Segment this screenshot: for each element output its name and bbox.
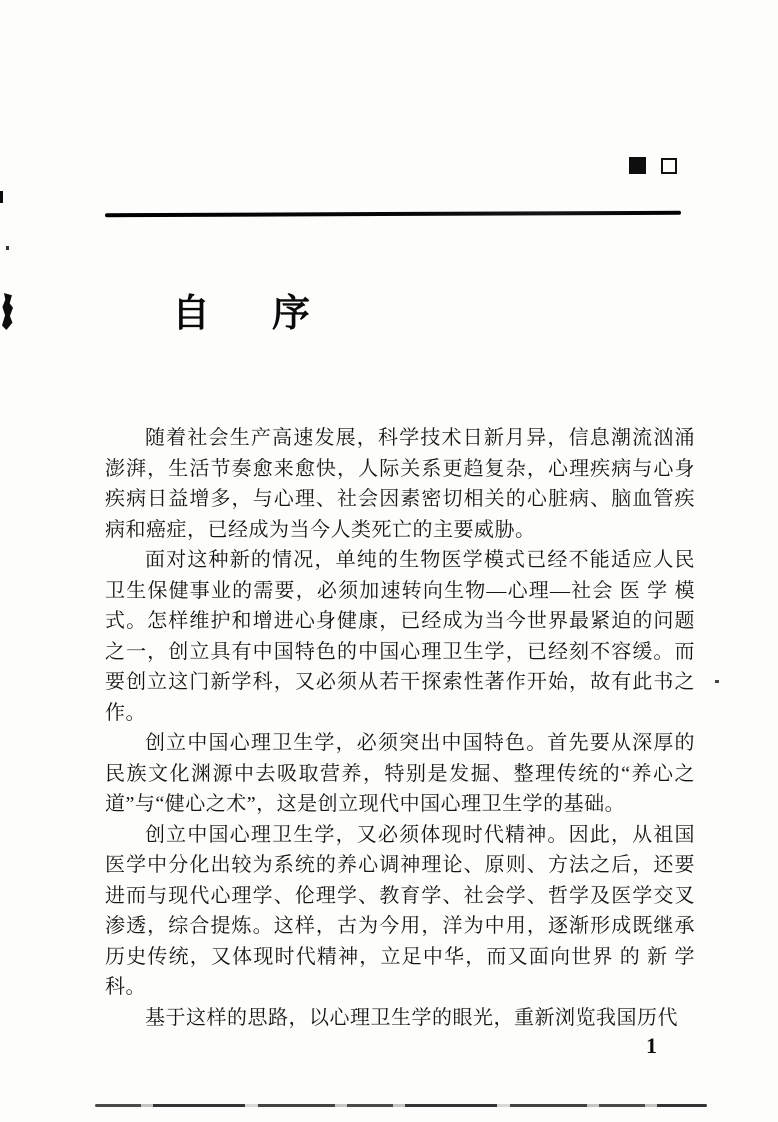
text-line: 进而与现代心理学、伦理学、教育学、社会学、哲学及医学交叉 (105, 884, 695, 907)
text-line: 随着社会生产高速发展，科学技术日新月异，信息潮流汹涌 (145, 427, 695, 449)
text-line: 历史传统，又体现时代精神，立足中华，而又面向世界 的 新 学 (105, 945, 695, 968)
text-line: 创立中国心理卫生学，必须突出中国特色。首先要从深厚的 (145, 732, 695, 754)
text-line: 作。 (105, 701, 146, 724)
text-line: 疾病日益增多，与心理、社会因素密切相关的心脏病、脑血管疾 (105, 488, 695, 510)
scan-artifact-speck (715, 680, 719, 683)
text-line: 要创立这门新学科，又必须从若干探索性著作开始，故有此书之 (105, 671, 695, 693)
text-line: 澎湃，生活节奏愈来愈快，人际关系更趋复杂，心理疾病与心身 (105, 457, 695, 480)
scan-artifact-tick (0, 191, 3, 203)
text-line: 病和癌症，已经成为当今人类死亡的主要威胁。 (105, 518, 536, 541)
text-line: 渗透，综合提炼。这样，古为今用，洋为中用，逐渐形成既继承 (105, 915, 695, 937)
text-line: 卫生保健事业的需要，必须加速转向生物—心理—社会 医 学 模 (105, 579, 695, 602)
scan-artifact-dot (6, 246, 9, 250)
text-line: 民族文化渊源中去吸取营养，特别是发掘、整理传统的“养心之 (105, 762, 695, 785)
text-line: 式。怎样维护和增进心身健康，已经成为当今世界最紧迫的问题 (105, 610, 695, 632)
outline-square-icon (661, 158, 677, 174)
text-line: 面对这种新的情况，单纯的生物医学模式已经不能适应人民 (145, 549, 695, 571)
text-line: 医学中分化出较为系统的养心调神理论、原则、方法之后，还要 (105, 854, 695, 876)
filled-square-icon (629, 157, 646, 174)
text-line: 之一，创立具有中国特色的中国心理卫生学，已经刻不容缓。而 (105, 640, 695, 663)
text-line: 基于这样的思路，以心理卫生学的眼光，重新浏览我国历代 (145, 1006, 678, 1029)
header-rule (105, 211, 681, 218)
preface-body (105, 423, 695, 1033)
page-title: 自 序 (172, 293, 323, 335)
text-line: 科。 (105, 976, 146, 998)
page-number: 1 (646, 1033, 657, 1058)
text-line: 创立中国心理卫生学，又必须体现时代精神。因此，从祖国 (145, 823, 695, 846)
scan-artifact-ink-blob (2, 293, 13, 330)
text-line: 道”与“健心之术”，这是创立现代中国心理卫生学的基础。 (105, 793, 626, 815)
scan-artifact-bottom-edge (95, 1104, 707, 1107)
